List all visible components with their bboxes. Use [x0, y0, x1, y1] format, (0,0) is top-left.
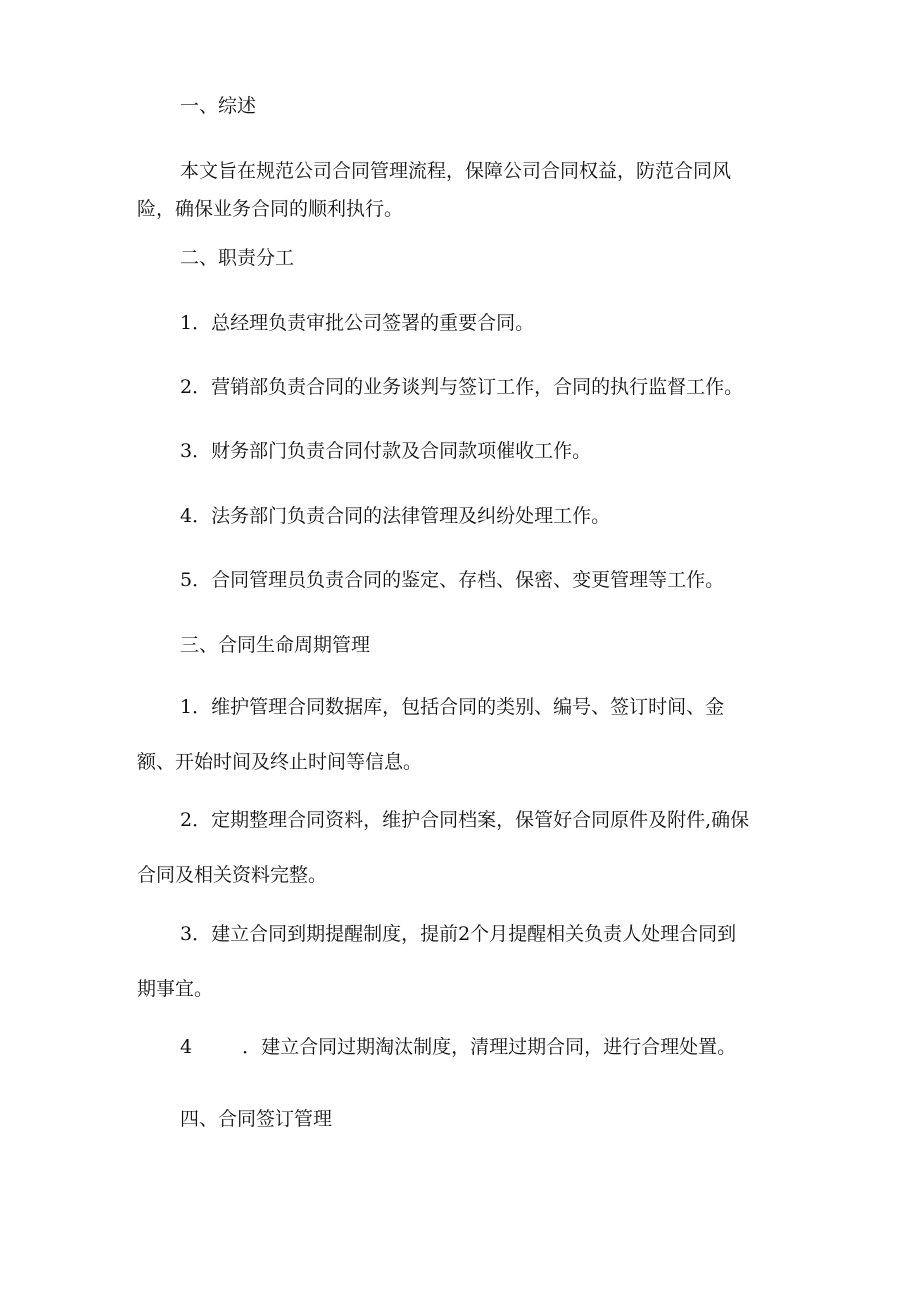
section-2-item-2: 2．营销部负责合同的业务谈判与签订工作，合同的执行监督工作。 [180, 376, 744, 398]
section-3-item-3 [137, 915, 787, 1008]
section-3-item-1 [137, 688, 787, 781]
section-3-item-1-line-1: 1．维护管理合同数据库，包括合同的类别、编号、签订时间、金 [180, 696, 725, 718]
section-1-heading: 一、综述 [180, 95, 257, 117]
section-3-item-1-line-2: 额、开始时间及终止时间等信息。 [137, 751, 423, 773]
section-3-item-4-number: 4 [180, 1036, 193, 1058]
section-3-item-3-line-1: 3．建立合同到期提醒制度，提前2个月提醒相关负责人处理合同到 [180, 923, 737, 945]
section-2-item-1: 1．总经理负责审批公司签署的重要合同。 [180, 312, 535, 334]
section-3-item-2-line-2: 合同及相关资料完整。 [137, 864, 328, 886]
section-3-item-3-line-2: 期事宜。 [137, 978, 214, 1000]
section-3-heading: 三、合同生命周期管理 [180, 634, 371, 656]
section-3-item-4-text: ．建立合同过期淘汰制度，清理过期合同，进行合理处置。 [242, 1036, 737, 1058]
section-2-item-4: 4．法务部门负责合同的法律管理及纠纷处理工作。 [180, 505, 611, 527]
section-3-item-4 [180, 1028, 736, 1066]
section-2-item-3: 3．财务部门负责合同付款及合同款项催收工作。 [180, 440, 592, 462]
section-1-line-1: 本文旨在规范公司合同管理流程，保障公司合同权益，防范合同风 [180, 160, 732, 182]
section-1-line-2: 险，确保业务合同的顺利执行。 [137, 198, 404, 220]
section-2-heading: 二、职责分工 [180, 247, 295, 269]
section-1-paragraph [137, 152, 787, 228]
section-2-item-5: 5．合同管理员负责合同的鉴定、存档、保密、变更管理等工作。 [180, 569, 725, 591]
section-3-item-2-line-1: 2．定期整理合同资料，维护合同档案，保管好合同原件及附件,确保 [180, 809, 750, 831]
section-3-item-2 [137, 801, 787, 894]
section-4-heading: 四、合同签订管理 [180, 1108, 333, 1130]
